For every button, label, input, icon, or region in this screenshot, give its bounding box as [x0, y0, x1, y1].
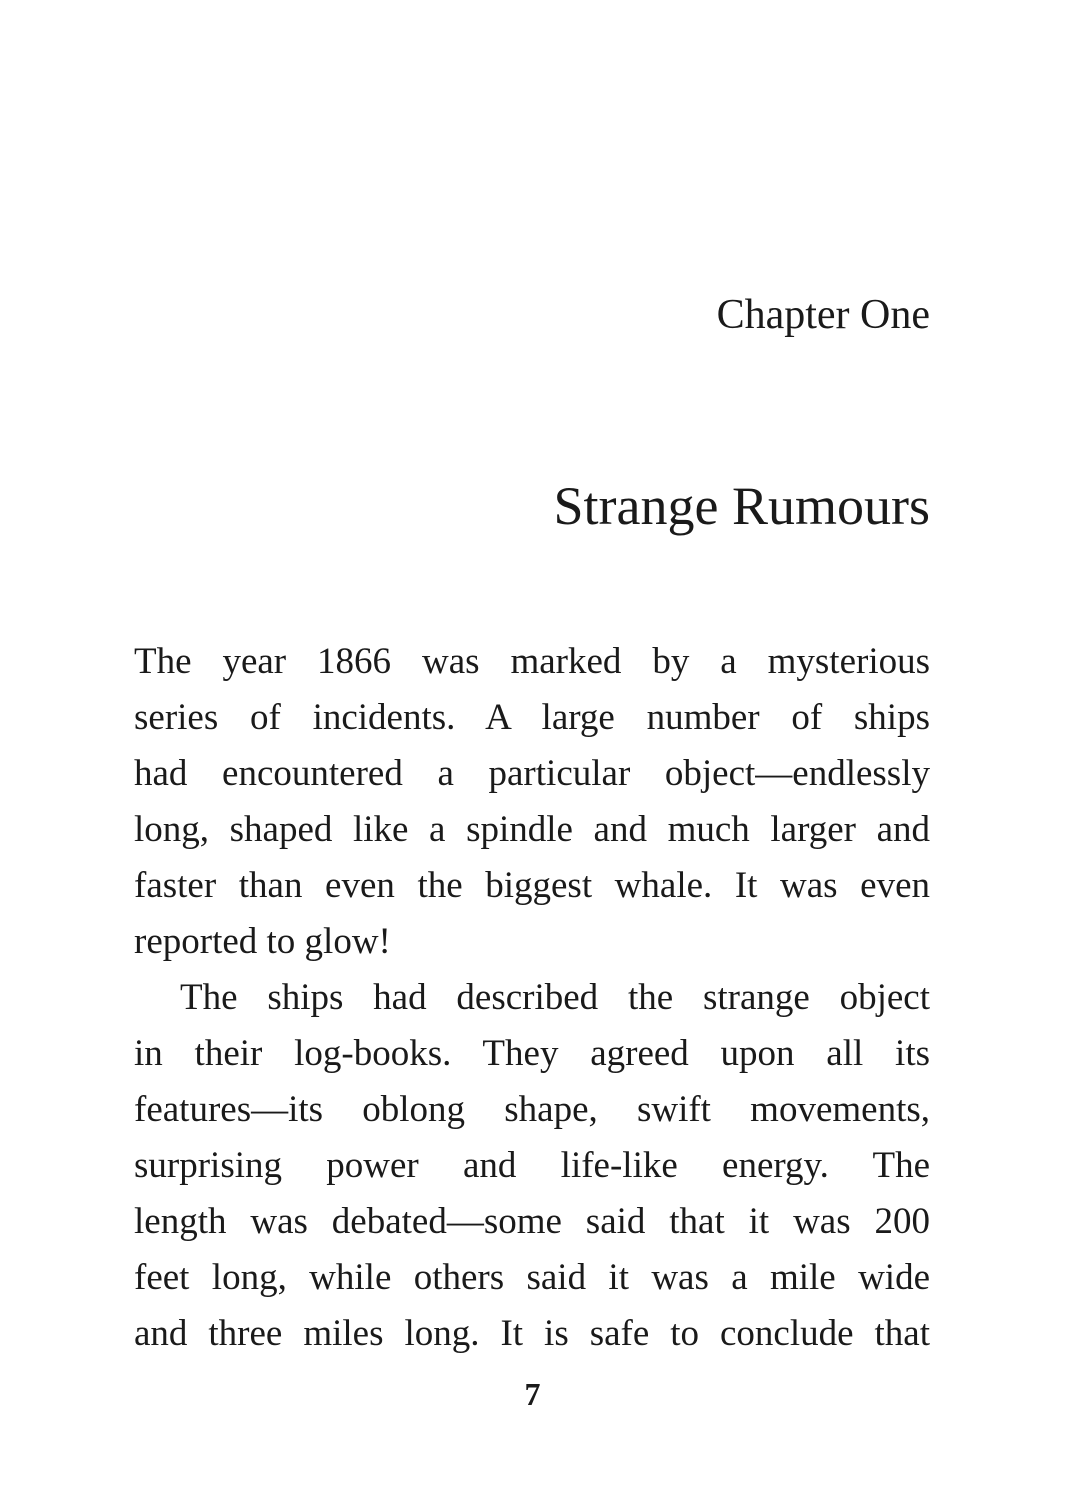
- chapter-label: Chapter One: [716, 292, 930, 338]
- chapter-title: Strange Rumours: [553, 476, 930, 536]
- text-line: reported to glow!: [134, 921, 391, 962]
- paragraph-2: [134, 970, 930, 1362]
- text-line: in their log-books. They agreed upon all its: [134, 1033, 930, 1074]
- text-line: had encountered a particular object—endlessly: [134, 753, 930, 794]
- text-line: series of incidents. A large number of ships: [134, 697, 930, 738]
- text-line: long, shaped like a spindle and much larger and: [134, 809, 930, 850]
- paragraph-1: [134, 634, 930, 970]
- text-line: and three miles long. It is safe to conclude that: [134, 1313, 930, 1354]
- text-line: features—its oblong shape, swift movements,: [134, 1089, 930, 1130]
- text-line: The ships had described the strange object: [180, 977, 930, 1018]
- text-line: length was debated—some said that it was 200: [134, 1201, 930, 1242]
- text-line: The year 1866 was marked by a mysterious: [134, 641, 930, 682]
- text-line: faster than even the biggest whale. It was even: [134, 865, 930, 906]
- text-line: feet long, while others said it was a mile wide: [134, 1257, 930, 1298]
- page-number: 7: [524, 1376, 541, 1412]
- body-text: [134, 634, 930, 1362]
- text-line: surprising power and life-like energy. The: [134, 1145, 930, 1186]
